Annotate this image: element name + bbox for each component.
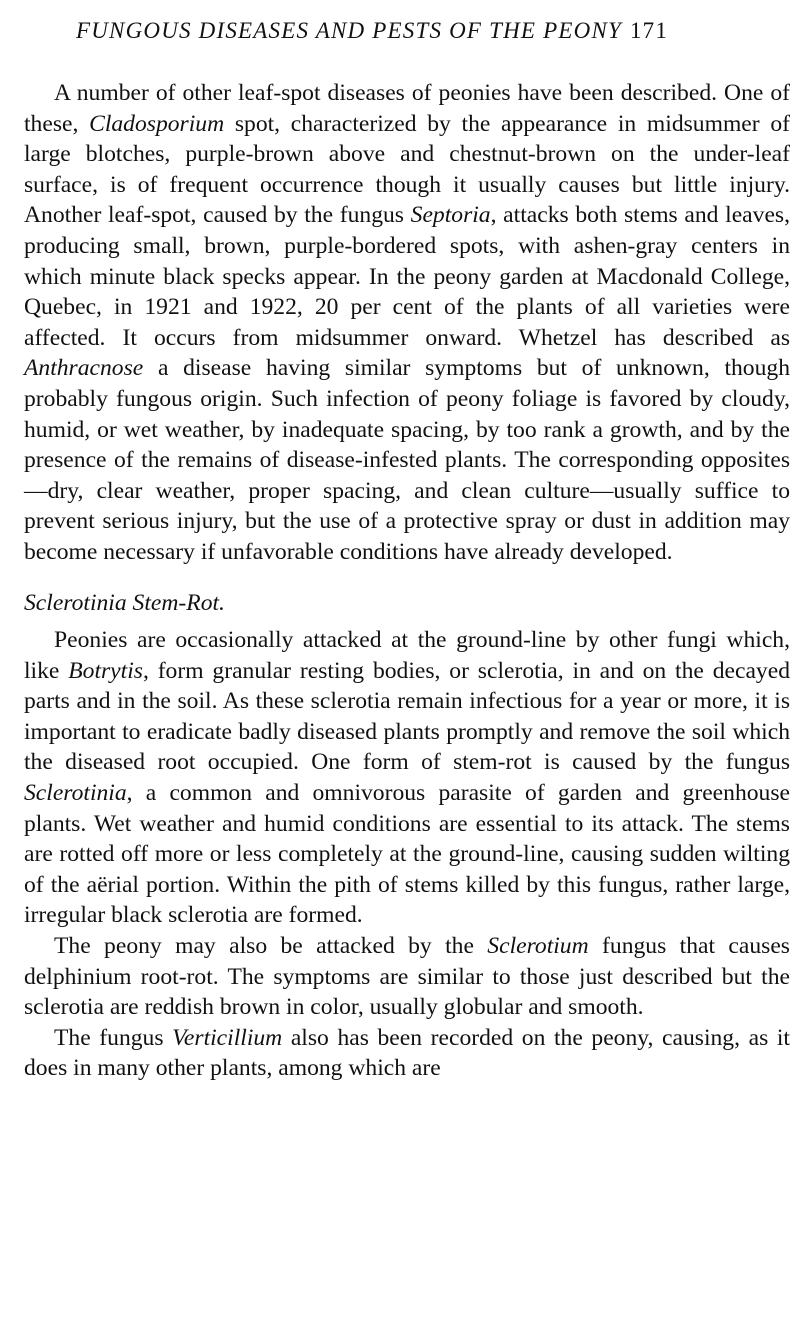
paragraph-sclerotium	[24, 931, 790, 1023]
text-run: , form granular resting bodies, or sclerotia, in and on the decayed parts and in the soil. As these sclerotia remain infectious for a year or more, it is important to eradicate badly diseased plants promptly and remove the soil which the diseased root occupied. One form of stem-rot is caused by the fungus	[24, 657, 790, 776]
text-run: fungus that causes delphinium root-rot. The symptoms are similar to those just described but the sclerotia are reddish brown in color, usually globular and smooth.	[24, 933, 790, 1021]
book-page	[24, 14, 790, 1084]
page-number: 171	[629, 18, 669, 43]
body-text	[24, 78, 790, 1084]
paragraph-leaf-spot	[24, 78, 790, 568]
section-heading: Sclerotinia Stem-Rot.	[24, 589, 225, 616]
running-title: FUNGOUS DISEASES AND PESTS OF THE PEONY	[76, 18, 622, 43]
running-head	[24, 14, 790, 48]
text-run: also has been recorded on the peony, causing, as it does in many other plants, among which are	[24, 1024, 790, 1082]
text-run: The peony may also be attacked by the	[54, 933, 488, 960]
italic-term-sclerotinia: Sclerotinia	[24, 780, 127, 807]
italic-term-verticillium: Verticillium	[172, 1024, 283, 1051]
text-run: spot, characterized by the appearance in midsummer of large blotches, purple-brown above and chestnut-brown on the under-leaf surface, is of frequent occurrence though it usually causes but little injury. Another leaf-spot, caused by the fungus	[24, 110, 790, 229]
text-run: A number of other leaf-spot diseases of peonies have been described. One of these,	[24, 80, 790, 137]
paragraph-verticillium	[24, 1023, 790, 1084]
italic-term-botrytis: Botrytis	[68, 657, 143, 684]
italic-term-sclerotium: Sclerotium	[487, 933, 589, 960]
text-run: The fungus	[54, 1024, 173, 1051]
text-run: Peonies are occasionally attacked at the ground-line by other fungi which, like	[24, 627, 790, 684]
italic-term-anthracnose: Anthracnose	[24, 355, 144, 382]
text-run: , a common and omnivorous parasite of garden and greenhouse plants. Wet weather and humid conditions are essential to its attack. The stems are rotted off more or less completely at the ground-line, causing sudden wilting of the aërial portion. Within the pith of stems killed by this fungus, rather large, irregular black sclerotia are formed.	[24, 780, 790, 929]
paragraph-sclerotinia	[24, 625, 790, 931]
text-run: , attacks both stems and leaves, producing small, brown, purple-bordered spots, with ashen-gray centers in which minute black specks appear. In the peony garden at Macdonald College, Quebec, in 1921 and 1922, 20 per cent of the plants of all varieties were affected. It occurs from midsummer onward. Whetzel has described as	[24, 202, 790, 351]
italic-term-cladosporium: Cladosporium	[89, 110, 225, 137]
text-run: a disease having similar symptoms but of unknown, though probably fungous origin. Such infection of peony foliage is favored by cloudy, humid, or wet weather, by inadequate spacing, by too rank a growth, and by the presence of the remains of disease-infested plants. The corresponding opposites—dry, clear weather, proper spacing, and clean culture—usually suffice to prevent serious injury, but the use of a protective spray or dust in addition may become necessary if unfavorable conditions have already developed.	[24, 355, 790, 565]
italic-term-septoria: Septoria	[410, 202, 491, 229]
